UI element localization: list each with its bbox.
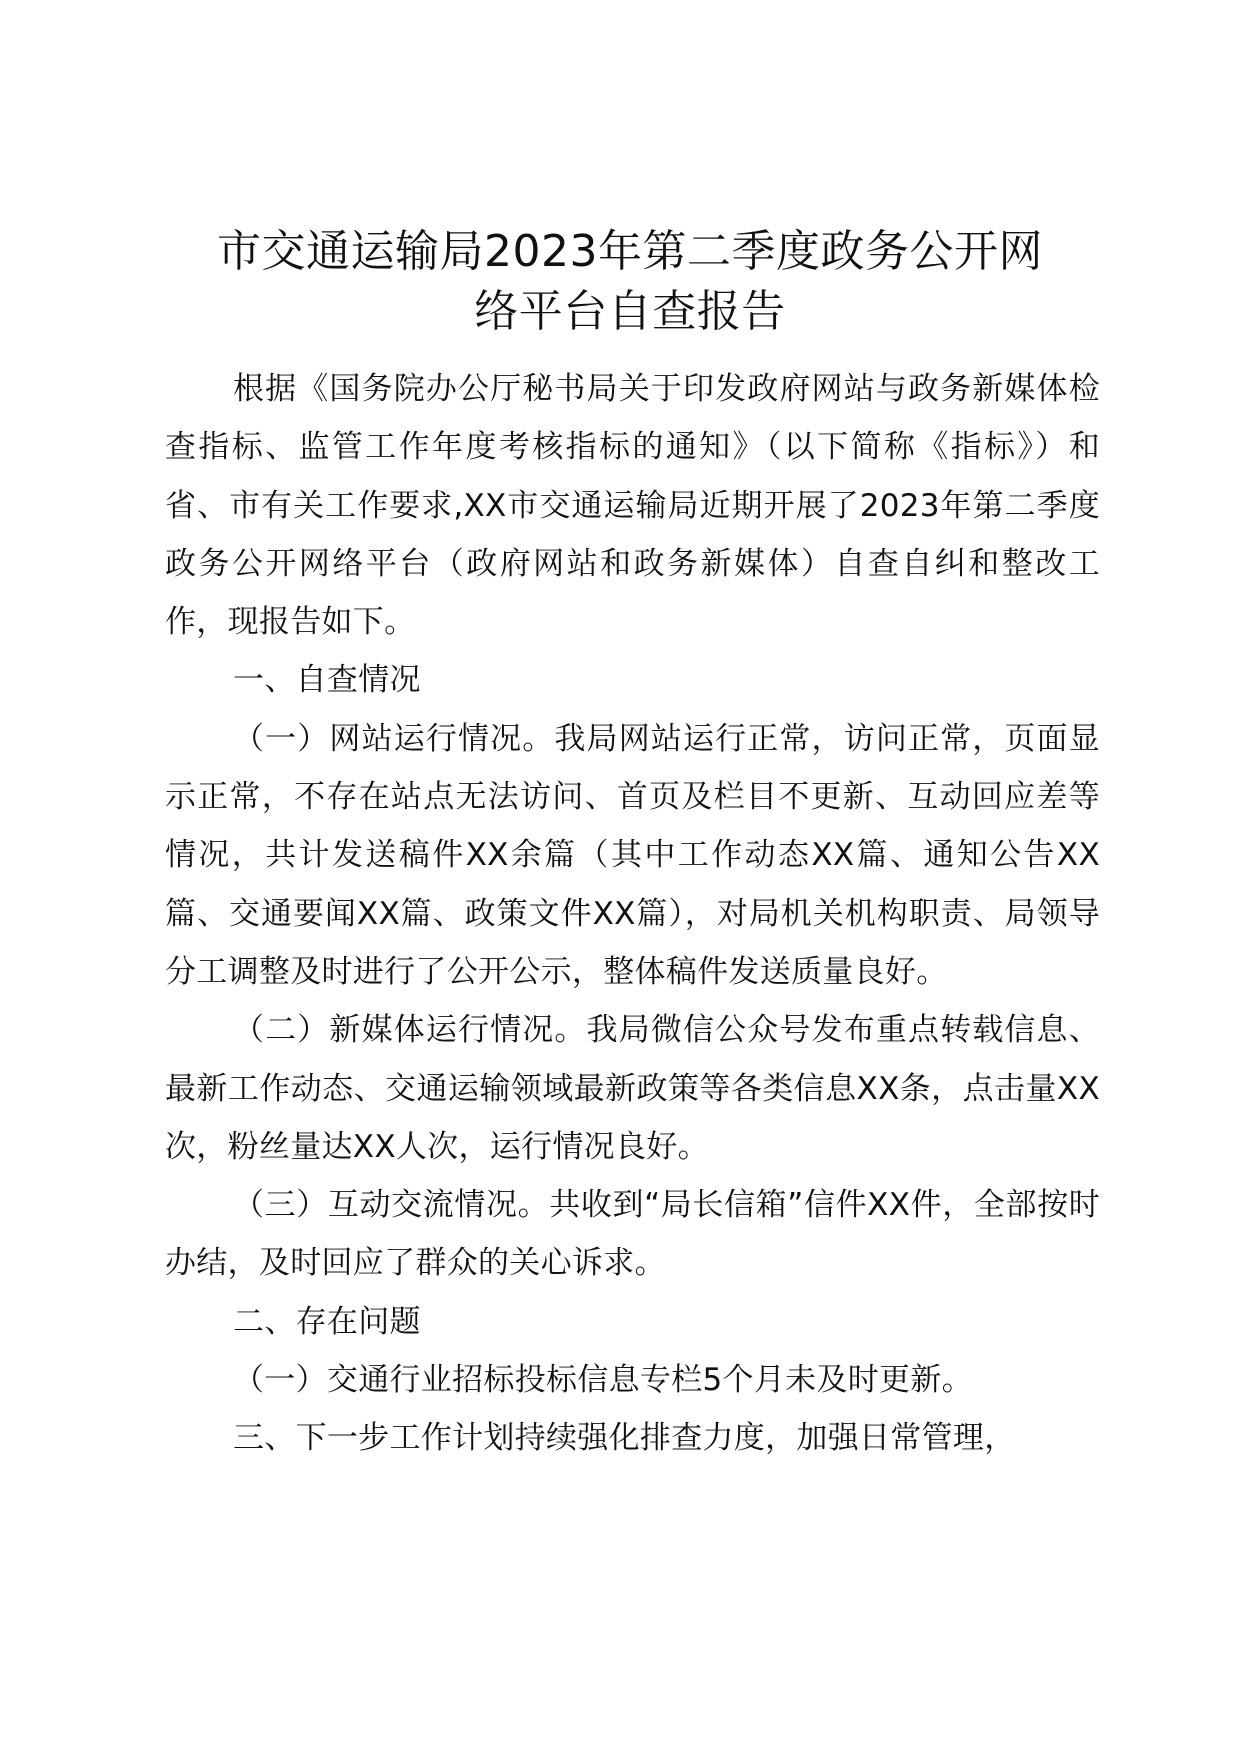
document-title xyxy=(160,222,1100,342)
section-1-heading: 一、自查情况 xyxy=(233,662,421,699)
section-1-item-3: （三）互动交流情况。共收到“局长信箱”信件XX件，全部按时办结，及时回应了群众的关心诉求。 xyxy=(165,1187,1100,1282)
title-line-1: 市交通运输局2023年第二季度政务公开网 xyxy=(217,226,1043,277)
document-body xyxy=(165,360,1100,1468)
section-1-item-2: （二）新媒体运行情况。我局微信公众号发布重点转载信息、最新工作动态、交通运输领域最新政策等各类信息XX条，点击量XX次，粉丝量达XX人次，运行情况良好。 xyxy=(165,1012,1100,1165)
section-2-heading: 二、存在问题 xyxy=(233,1303,421,1340)
intro-paragraph: 根据《国务院办公厅秘书局关于印发政府网站与政务新媒体检查指标、监管工作年度考核指标的通知》（以下简称《指标》）和省、市有关工作要求,XX市交通运输局近期开展了2023年第二季度政务公开网络平台（政府网站和政务新媒体）自查自纠和整改工作，现报告如下。 xyxy=(165,371,1100,641)
section-3-heading: 三、下一步工作计划持续强化排查力度，加强日常管理， xyxy=(233,1420,1016,1457)
title-line-2: 络平台自查报告 xyxy=(474,286,786,337)
section-1-item-1: （一）网站运行情况。我局网站运行正常，访问正常，页面显示正常，不存在站点无法访问、首页及栏目不更新、互动回应差等情况，共计发送稿件XX余篇（其中工作动态XX篇、通知公告XX篇、交通要闻XX篇、政策文件XX篇），对局机关机构职责、局领导分工调整及时进行了公开公示，整体稿件发送质量良好。 xyxy=(165,720,1100,990)
section-2-item-1: （一）交通行业招标投标信息专栏5个月未及时更新。 xyxy=(233,1362,973,1399)
